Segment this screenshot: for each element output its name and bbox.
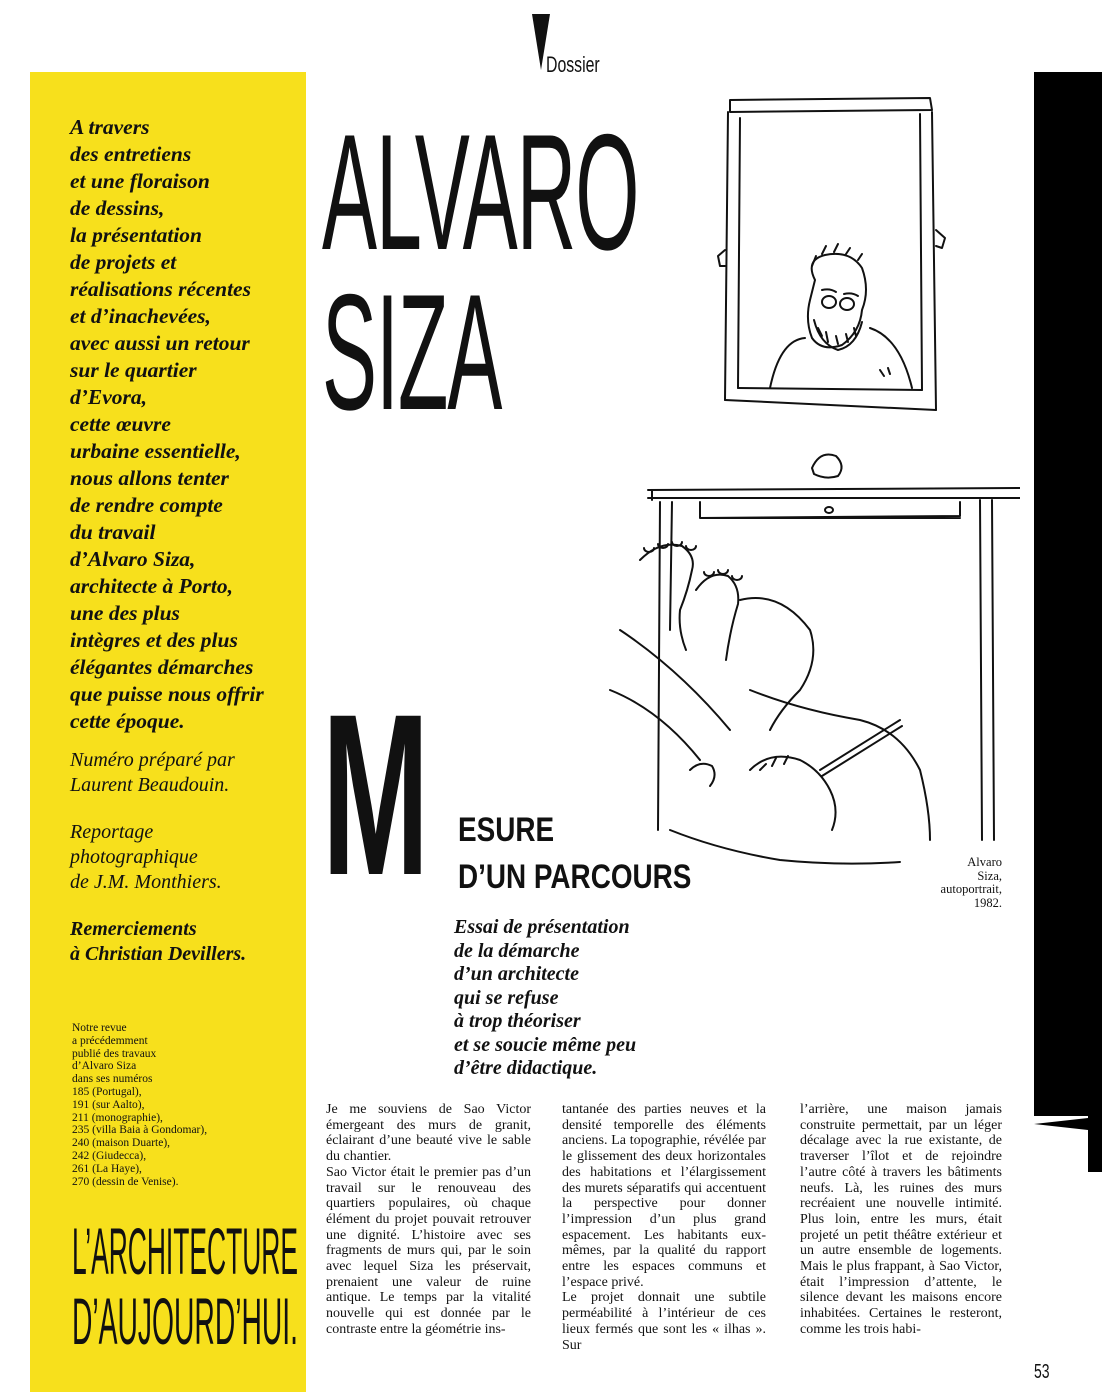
intro-line: une des plus	[70, 601, 180, 625]
previous-issues-note	[72, 1022, 207, 1188]
paragraph: tantanée des parties neuves et la densité temporelle des éléments anciens. La topographie, révélée par le glissement des deux horizontales des habitations et l’élargissement des murets séparatifs qui accentuent la perspective pour donner l’impression d’un plus grand espacement. Les habitants eux-mêmes, par la qualité du rapport entre les espaces communs et l’espace privé.	[562, 1102, 766, 1290]
title-line: SIZA	[322, 260, 502, 444]
body-column-2	[562, 1102, 766, 1353]
subtitle-line1: ESURE	[458, 811, 555, 849]
section-tab	[1034, 72, 1102, 1172]
note-line: 185 (Portugal),	[72, 1085, 142, 1098]
subtitle-line2: D’UN PARCOURS	[458, 858, 692, 896]
title-line: ALVARO	[322, 100, 639, 284]
drop-cap: M	[322, 666, 430, 923]
intro-line: du travail	[70, 520, 156, 544]
body-column-3	[800, 1102, 1002, 1338]
note-line: 270 (dessin de Venise).	[72, 1175, 179, 1188]
note-line: 191 (sur Aalto),	[72, 1098, 145, 1111]
lede-line: de la démarche	[454, 939, 580, 962]
paragraph: Sao Victor était le premier pas d’un travail sur le renouveau des quartiers populaires, où chaque élément du projet pouvait retrouver une dignité. L’histoire avec ses fragments de murs qui, par le soin avec lequel Siza les préservait, prenaient une valeur de ruine antique. Le temps par la vitalité nouvelle qui est donnée par le contraste entre la géométrie ins-	[326, 1164, 531, 1337]
article-title	[322, 100, 639, 444]
photo-credit	[70, 820, 306, 895]
intro-line: avec aussi un retour	[70, 331, 250, 355]
intro-line: A travers	[70, 115, 150, 139]
photo-credit-line: photographique	[70, 846, 198, 868]
lede-line: Essai de présentation	[454, 916, 630, 938]
intro-line: intègres et des plus	[70, 628, 238, 652]
photo-credit-line: Reportage	[70, 821, 154, 843]
magazine-logo	[72, 1212, 304, 1352]
note-line: a précédemment	[72, 1034, 148, 1047]
note-line: 211 (monographie),	[72, 1111, 163, 1124]
intro-line: architecte à Porto,	[70, 574, 234, 598]
prepared-by-line: Numéro préparé par	[70, 749, 235, 771]
photo-credit-line: de J.M. Monthiers.	[70, 871, 222, 893]
intro-line: et une floraison	[70, 169, 210, 193]
thanks-line: Remerciements	[70, 918, 197, 940]
note-line: dans ses numéros	[72, 1073, 153, 1086]
lede-line: qui se refuse	[454, 986, 559, 1009]
body-column-1	[326, 1102, 531, 1338]
intro-line: la présentation	[70, 223, 203, 247]
magazine-logo-line2: D’AUJOURD’HUI.	[72, 1284, 298, 1352]
caption-line: 1982.	[973, 895, 1002, 910]
page-number: 53	[1034, 1361, 1050, 1383]
intro-line: de projets et	[70, 250, 177, 274]
intro-line: de dessins,	[70, 196, 165, 220]
paragraph: l’arrière, une maison jamais construite permettait, par un léger décalage avec la rue existante, de traverser l’îlot et de rejoindre l’autre côté à travers les bâtiments neufs. Là, les ruines des murs recréaient une nouvelle intimité. Plus loin, entre les murs, était projeté un petit théâtre extérieur et un autre ensemble de logements. Mais le plus frappant, à Sao Victor, était l’impression d’attente, le silence devant les maisons encore inhabitées. Certaines le resteront, comme les trois habi-	[800, 1102, 1002, 1337]
note-line: Notre revue	[72, 1022, 127, 1034]
intro-line: d’Evora,	[70, 385, 148, 409]
intro-text	[70, 114, 306, 735]
intro-line: des entretiens	[70, 142, 192, 166]
intro-line: que puisse nous offrir	[70, 682, 264, 706]
credits	[70, 748, 306, 989]
paragraph: Le projet donnait une subtile perméabilité à l’intérieur de ces lieux fermés que sont les « ilhas ». Sur	[562, 1290, 766, 1353]
lede	[454, 916, 636, 1081]
lede-line: et se soucie même peu	[454, 1033, 637, 1056]
thanks	[70, 917, 306, 967]
note-line: d’Alvaro Siza	[72, 1060, 137, 1073]
magazine-logo-line1: L’ARCHITECTURE	[72, 1214, 298, 1288]
caption-line: autoportrait,	[940, 882, 1002, 896]
intro-line: et d’inachevées,	[70, 304, 211, 328]
prepared-by	[70, 748, 306, 798]
self-portrait-sketch-icon	[600, 70, 1020, 900]
intro-line: sur le quartier	[70, 358, 197, 382]
intro-line: cette œuvre	[70, 412, 171, 436]
thanks-line: à Christian Devillers.	[70, 943, 247, 965]
lede-line: d’un architecte	[454, 963, 579, 985]
note-line: publié des travaux	[72, 1047, 157, 1060]
caption-line: Alvaro	[967, 855, 1002, 869]
sidebar-panel	[30, 72, 306, 1392]
drawing-caption	[938, 856, 1002, 910]
intro-line: élégantes démarches	[70, 655, 254, 679]
note-line: 242 (Giudecca),	[72, 1149, 147, 1162]
intro-line: cette époque.	[70, 709, 185, 733]
intro-line: d’Alvaro Siza,	[70, 547, 196, 571]
intro-line: urbaine essentielle,	[70, 439, 241, 463]
intro-line: nous allons tenter	[70, 466, 229, 490]
lede-line: à trop théoriser	[454, 1010, 581, 1032]
intro-line: de rendre compte	[70, 493, 223, 517]
note-line: 261 (La Haye),	[72, 1162, 142, 1175]
note-line: 240 (maison Duarte),	[72, 1137, 171, 1150]
caption-line: Siza,	[977, 868, 1002, 883]
intro-line: réalisations récentes	[70, 277, 251, 301]
lede-line: d’être didactique.	[454, 1057, 598, 1079]
prepared-by-line: Laurent Beaudouin.	[70, 774, 230, 796]
paragraph: Je me souviens de Sao Victor émergeant des murs de granit, éclairant d’une beauté vive le sable du chantier.	[326, 1102, 531, 1165]
section-label: Dossier	[546, 52, 600, 77]
note-line: 235 (villa Baia à Gondomar),	[72, 1124, 208, 1137]
